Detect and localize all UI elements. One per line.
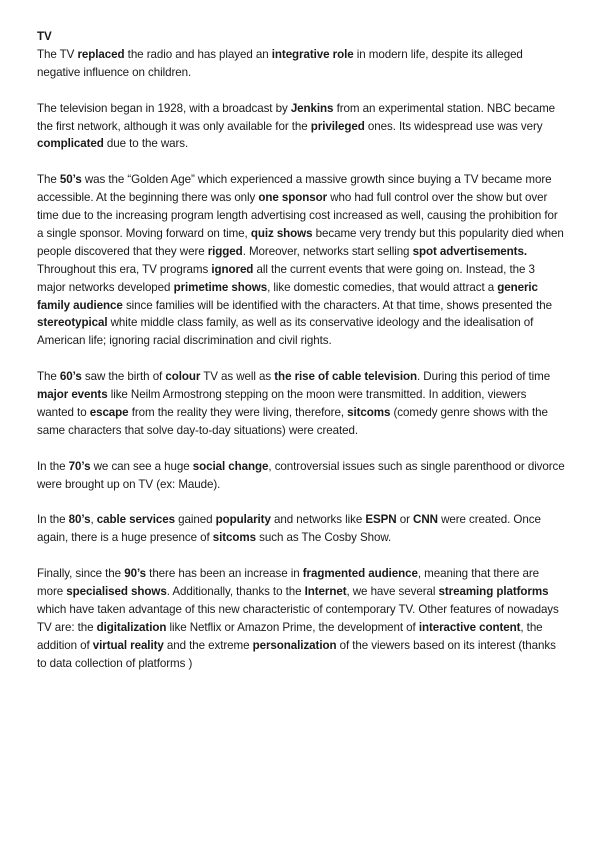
bold-term: 90’s (124, 567, 147, 581)
bold-term: spot advertisements. (412, 244, 527, 258)
bold-term: integrative role (271, 47, 354, 61)
text-run: who had full control over the show but over time due to the increasing program length advertising cost increased as well, causing the prohibition for a single sponsor. Moving forward on time, (37, 191, 558, 240)
text-run: were created. Once again, there is a huge presence of (37, 513, 541, 545)
bold-term: generic family audience (37, 280, 538, 312)
text-run: . Additionally, thanks to the (166, 585, 305, 598)
text-run: and networks like (270, 513, 366, 527)
text-run: Throughout this era, TV programs (37, 262, 212, 276)
bold-term: 60’s (59, 370, 82, 384)
text-run: In the (37, 459, 69, 473)
text-run: The TV (37, 47, 78, 61)
paragraph-4 (37, 368, 565, 440)
bold-term: cable services (96, 513, 175, 527)
paragraph-2 (37, 100, 565, 154)
bold-term: the rise of cable television (274, 370, 418, 384)
text-run: of the viewers based on its interest (thanks to data collection of platforms ) (37, 638, 556, 670)
bold-term: privileged (310, 119, 365, 133)
bold-term: one sponsor (258, 191, 328, 205)
bold-term: escape (89, 405, 129, 419)
bold-term: Internet (304, 585, 347, 598)
text-run: like Neilm Armostrong stepping on the moon were transmitted. In addition, viewers wanted to (37, 388, 527, 419)
text-run: the radio and has played an (124, 47, 272, 61)
bold-term: popularity (215, 513, 271, 527)
bold-term: virtual reality (92, 638, 164, 652)
bold-term: major events (37, 388, 108, 402)
document-body (37, 46, 565, 673)
bold-term: quiz shows (250, 226, 313, 240)
bold-term: replaced (77, 47, 125, 61)
paragraph-6 (37, 511, 565, 547)
bold-term: specialised shows (66, 585, 167, 598)
text-run: and the extreme (163, 638, 253, 652)
bold-term: personalization (252, 638, 337, 652)
bold-term: digitalization (96, 620, 167, 634)
text-run: from an experimental station. NBC became the first network, although it was only available for the (37, 101, 556, 133)
text-run: , meaning that there are more (37, 567, 540, 598)
text-run: from the reality they were living, therefore, (128, 405, 348, 419)
text-run: TV as well as (200, 370, 275, 384)
text-run: since families will be identified with the characters. At that time, shows presented the (122, 298, 552, 312)
bold-term: primetime shows (173, 280, 268, 294)
text-run: gained (174, 513, 216, 527)
bold-term: streaming platforms (438, 585, 549, 598)
bold-term: stereotypical (37, 316, 108, 330)
document-title: TV (37, 30, 52, 43)
text-run: we can see a huge (90, 459, 193, 473)
text-run: . During this period of time (417, 370, 551, 384)
text-run: The (37, 173, 60, 187)
text-run: . Moreover, networks start selling (242, 244, 413, 258)
text-run: or (396, 513, 414, 527)
text-run: like Netflix or Amazon Prime, the development of (166, 620, 419, 634)
text-run: due to the wars. (103, 137, 189, 151)
bold-term: complicated (37, 137, 104, 151)
paragraph-7 (37, 565, 565, 672)
bold-term: sitcoms (212, 531, 257, 545)
bold-term: 80’s (68, 513, 91, 527)
text-run: , the addition of (37, 620, 543, 652)
document-page (37, 28, 565, 690)
text-run: The (37, 370, 60, 384)
bold-term: 50’s (59, 173, 82, 187)
text-run: was the “Golden Age” which experienced a massive growth since buying a TV became more accessible. At the beginning there was only (37, 173, 552, 205)
text-run: , like domestic comedies, that would attract a (267, 280, 498, 294)
text-run: Finally, since the (37, 567, 125, 581)
text-run: which have taken advantage of this new characteristic of contemporary TV. Other features of nowadays TV are: the (37, 602, 559, 634)
text-run: In the (37, 513, 69, 527)
bold-term: ESPN (365, 513, 397, 527)
bold-term: interactive content (418, 620, 521, 634)
text-run: , we have several (346, 585, 439, 598)
text-run: such as The Cosby Show. (256, 531, 392, 545)
bold-term: sitcoms (347, 405, 391, 419)
bold-term: CNN (413, 513, 438, 527)
bold-term: social change (192, 459, 269, 473)
bold-term: rigged (207, 244, 243, 258)
text-run: white middle class family, as well as its conservative ideology and the idealisation of American life; ignoring racial discrimination and civil rights. (37, 316, 534, 348)
bold-term: fragmented audience (302, 567, 418, 581)
bold-term: ignored (211, 262, 254, 276)
bold-term: 70’s (68, 459, 91, 473)
paragraph-3 (37, 171, 565, 350)
text-run: , controversial issues such as single parenthood or divorce were brought up on TV (ex: Maude). (37, 459, 565, 491)
text-run: The television began in 1928, with a broadcast by (37, 101, 291, 115)
bold-term: Jenkins (290, 101, 334, 115)
text-run: in modern life, despite its alleged negative influence on children. (37, 47, 523, 79)
text-run: became very trendy but this popularity died when people discovered that they were (37, 226, 564, 258)
text-run: all the current events that were going on. Instead, the 3 major networks developed (37, 262, 535, 294)
text-run: there has been an increase in (146, 567, 303, 581)
paragraph-1 (37, 46, 565, 82)
text-run: (comedy genre shows with the same characters that solve day-to-day situations) were created. (37, 405, 548, 437)
bold-term: colour (165, 370, 201, 384)
text-run: ones. Its widespread use was very (364, 119, 543, 133)
paragraph-5 (37, 458, 565, 494)
text-run: saw the birth of (81, 370, 166, 384)
text-run: , (90, 513, 97, 527)
